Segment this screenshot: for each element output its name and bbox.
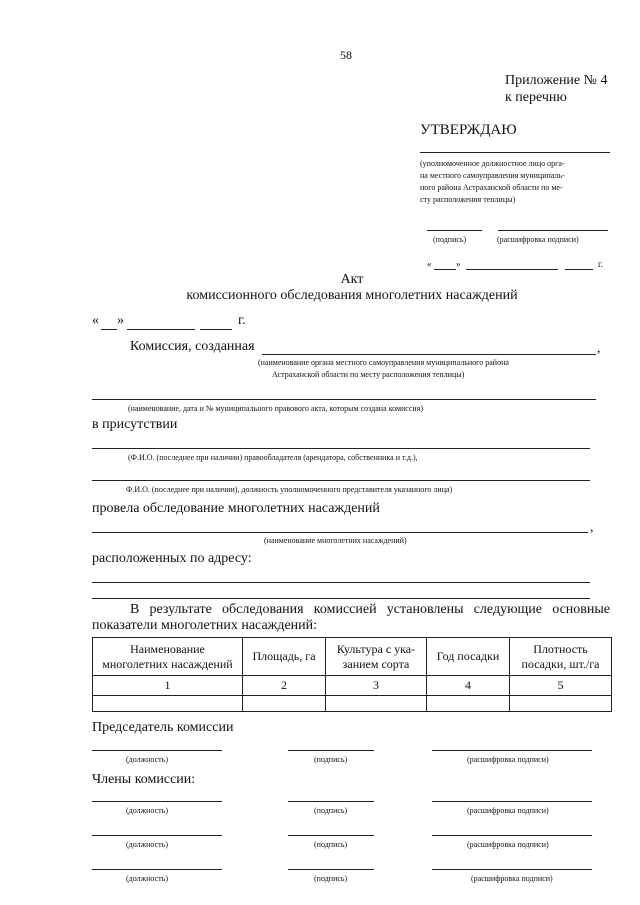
member-2-signature-caption: (подпись) (314, 840, 348, 849)
commission-caption-2: Астраханской области по месту расположения теплицы) (272, 370, 465, 379)
address-line-1 (92, 582, 590, 583)
member-2-decode-caption: (расшифровка подписи) (467, 840, 549, 849)
representative-line (92, 480, 590, 481)
table-cell: 2 (243, 676, 326, 696)
member-3-signature-line (288, 869, 374, 870)
presence-caption-2: Ф.И.О. (последнее при наличии), должность уполномоченного представителя указанного лица) (126, 485, 453, 494)
approve-decode-line (498, 230, 608, 231)
header-text: Площадь, га (252, 649, 316, 663)
member-1-decode-line (432, 801, 592, 802)
member-3-decode-line (432, 869, 592, 870)
approver-caption-line: сту расположения теплицы) (420, 195, 516, 204)
approve-title: УТВЕРЖДАЮ (420, 122, 517, 138)
member-1-decode-caption: (расшифровка подписи) (467, 806, 549, 815)
commission-caption-1: (наименование органа местного самоуправления муниципального района (258, 358, 509, 367)
year-line (200, 329, 232, 330)
address-line-2 (92, 598, 590, 599)
day-line (101, 329, 117, 330)
table-empty-row (93, 696, 612, 712)
commission-act-line (92, 399, 596, 400)
survey-label: провела обследование многолетних насаждений (92, 501, 380, 516)
header-text: Культура с ука- (336, 641, 416, 656)
chair-signature-caption: (подпись) (314, 755, 348, 764)
page-number: 58 (340, 48, 352, 62)
chair-position-line (92, 750, 222, 751)
commission-act-caption: (наименование, дата и № муниципального правового акта, которым создана комиссия) (128, 404, 424, 413)
header-text: Плотность (533, 641, 588, 656)
table-cell: 1 (93, 676, 243, 696)
survey-object-line (92, 532, 588, 533)
appendix-line1: Приложение № 4 (505, 73, 608, 88)
header-text: Год посадки (436, 649, 500, 663)
header-text: занием сорта (342, 656, 410, 671)
chair-decode-caption: (расшифровка подписи) (467, 755, 549, 764)
chair-position-caption: (должность) (126, 755, 168, 764)
chair-decode-line (432, 750, 592, 751)
member-3-decode-caption: (расшифровка подписи) (471, 874, 553, 883)
header-name (93, 638, 243, 676)
table-cell (93, 696, 243, 712)
member-3-signature-caption: (подпись) (314, 874, 348, 883)
presence-label: в присутствии (92, 417, 178, 432)
table-cell (510, 696, 612, 712)
approver-caption (420, 158, 620, 206)
act-subtitle: комиссионного обследования многолетних насаждений (186, 288, 518, 303)
header-culture (326, 638, 427, 676)
approve-signature-line (427, 230, 482, 231)
member-2-position-caption: (должность) (126, 840, 168, 849)
header-text: многолетних насаждений (102, 656, 233, 671)
approve-day-line (434, 269, 456, 270)
member-3-position-line (92, 869, 222, 870)
member-1-signature-caption: (подпись) (314, 806, 348, 815)
approver-caption-line: (уполномоченное должностное лицо орга- (420, 159, 565, 168)
table-header-row (93, 638, 612, 676)
member-2-position-line (92, 835, 222, 836)
header-density (510, 638, 612, 676)
result-line-2: показатели многолетних насаждений: (92, 618, 318, 633)
date-close: » (117, 313, 124, 328)
month-line (127, 329, 195, 330)
result-line-1: В результате обследования комиссией установлены следующие основные (130, 602, 610, 617)
table-cell: 3 (326, 676, 427, 696)
member-2-signature-line (288, 835, 374, 836)
chair-label: Председатель комиссии (92, 720, 234, 735)
header-text: Наименование (130, 641, 205, 656)
date-open: « (92, 313, 99, 328)
survey-caption: (наименование многолетних насаждений) (264, 536, 407, 545)
survey-comma: , (590, 520, 594, 535)
chair-signature-line (288, 750, 374, 751)
approve-year-suffix: г. (598, 259, 603, 269)
presence-caption-1: (Ф.И.О. (последнее при наличии) правообладателя (арендатора, собственника и т.д.), (128, 453, 418, 462)
table-cell (427, 696, 510, 712)
header-area (243, 638, 326, 676)
approve-date-open: « (427, 259, 432, 269)
appendix-line2: к перечню (505, 90, 567, 105)
commission-label: Комиссия, созданная (130, 339, 255, 354)
table-cell (243, 696, 326, 712)
table-cell (326, 696, 427, 712)
approver-caption-line: на местного самоуправления муниципаль- (420, 171, 565, 180)
approver-caption-line: ного района Астраханской области по ме- (420, 183, 563, 192)
owner-line (92, 448, 590, 449)
member-1-position-line (92, 801, 222, 802)
year-suffix: г. (238, 313, 246, 328)
member-3-position-caption: (должность) (126, 874, 168, 883)
members-label: Члены комиссии: (92, 772, 196, 787)
address-label: расположенных по адресу: (92, 551, 252, 566)
approve-date-close: » (456, 259, 461, 269)
table-cell: 5 (510, 676, 612, 696)
approve-year-line (565, 269, 593, 270)
act-title: Акт (340, 272, 364, 287)
commission-body-line (262, 354, 596, 355)
table-number-row (93, 676, 612, 696)
header-text: посадки, шт./га (521, 656, 600, 671)
approve-month-line (466, 269, 558, 270)
commission-comma: , (597, 341, 601, 356)
approve-sign-label: (подпись) (433, 235, 467, 244)
member-1-position-caption: (должность) (126, 806, 168, 815)
header-year (427, 638, 510, 676)
member-1-signature-line (288, 801, 374, 802)
member-2-decode-line (432, 835, 592, 836)
table-cell: 4 (427, 676, 510, 696)
indicators-table (92, 637, 612, 712)
approve-decode-label: (расшифровка подписи) (497, 235, 579, 244)
appendix-block (505, 72, 608, 106)
approver-line (420, 152, 610, 153)
